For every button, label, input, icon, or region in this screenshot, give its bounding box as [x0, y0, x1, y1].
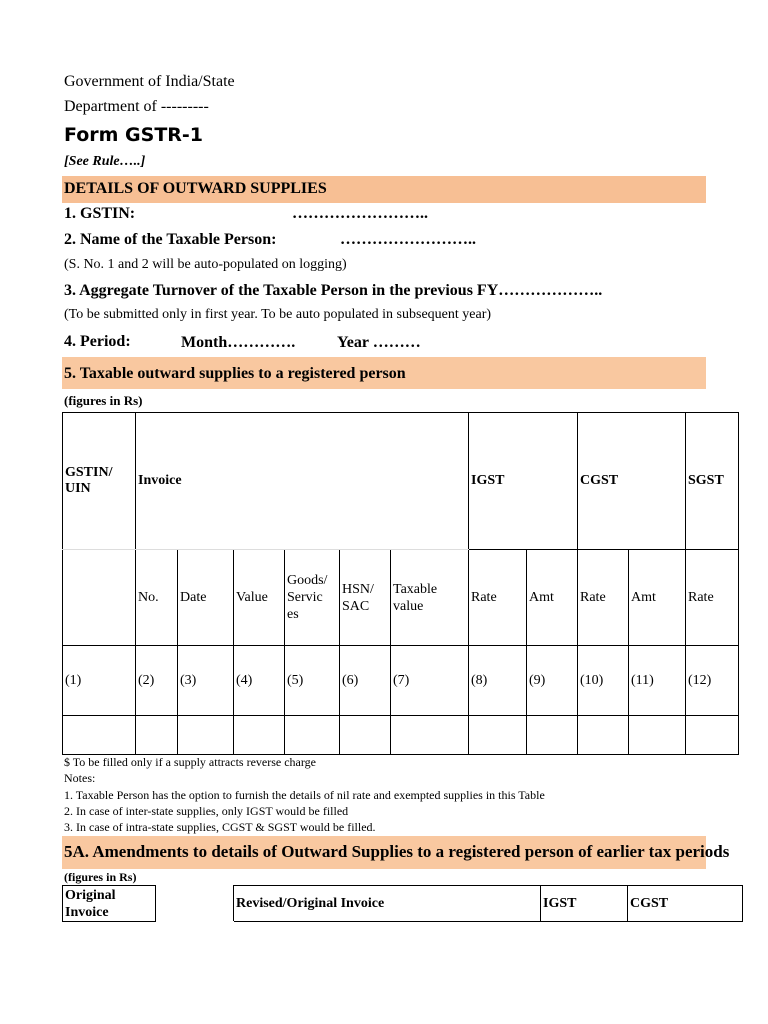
- gstin-label: 1. GSTIN:: [64, 205, 136, 222]
- subheader-sgst-rate: Rate: [686, 550, 739, 646]
- header-sgst: SGST: [686, 413, 739, 550]
- entry-cell[interactable]: [136, 716, 178, 755]
- header-invoice: Invoice: [136, 413, 469, 550]
- table5a-band: [62, 836, 730, 869]
- col-number: (1): [63, 646, 136, 716]
- entry-cell[interactable]: [178, 716, 234, 755]
- subheader-blank: [63, 550, 136, 646]
- reverse-charge-note: $ To be filled only if a supply attracts reverse charge: [64, 755, 316, 769]
- period-month[interactable]: Month………….: [181, 334, 296, 351]
- subheader-date: Date: [178, 550, 234, 646]
- subheader-no: No.: [136, 550, 178, 646]
- entry-cell[interactable]: [629, 716, 686, 755]
- entry-cell[interactable]: [340, 716, 391, 755]
- entry-cell[interactable]: [578, 716, 629, 755]
- entry-cell[interactable]: [285, 716, 340, 755]
- subheader-cgst-rate: Rate: [578, 550, 629, 646]
- header-5a-cgst: CGST: [628, 886, 743, 922]
- subheader-igst-rate: Rate: [469, 550, 527, 646]
- autopopulate-note: (S. No. 1 and 2 will be auto-populated on logging): [64, 257, 347, 272]
- period-label: 4. Period:: [64, 333, 131, 350]
- col-number: (11): [629, 646, 686, 716]
- table5-clip: [62, 412, 724, 757]
- subheader-igst-amt: Amt: [527, 550, 578, 646]
- col-number: (4): [234, 646, 285, 716]
- subheader-hsn-sac: HSN/ SAC: [340, 550, 391, 646]
- entry-cell[interactable]: [391, 716, 469, 755]
- col-number: (6): [340, 646, 391, 716]
- col-number: (2): [136, 646, 178, 716]
- col-number: (7): [391, 646, 469, 716]
- table5a-units: (figures in Rs): [64, 870, 137, 884]
- taxpayer-name-value[interactable]: ……………………..: [340, 231, 476, 248]
- subheader-taxable-value: Taxable value: [391, 550, 469, 646]
- aggregate-turnover-label: 3. Aggregate Turnover of the Taxable Person in the previous FY………………..: [64, 282, 603, 299]
- note-item: 2. In case of inter-state supplies, only IGST would be filled: [64, 804, 349, 818]
- col-number: (10): [578, 646, 629, 716]
- entry-cell[interactable]: [686, 716, 739, 755]
- col-number: (12): [686, 646, 739, 716]
- gstin-value[interactable]: ……………………..: [292, 205, 428, 222]
- col-number: (9): [527, 646, 578, 716]
- header-spacer: [156, 886, 234, 922]
- header-igst: IGST: [469, 413, 578, 550]
- turnover-note: (To be submitted only in first year. To be auto populated in subsequent year): [64, 307, 492, 322]
- amendments-header-row: [63, 886, 743, 922]
- table5a-clip: [62, 885, 706, 925]
- subheader-value: Value: [234, 550, 285, 646]
- department-line: Department of ---------: [64, 98, 209, 115]
- amendments-table: [62, 885, 743, 922]
- outward-supplies-table: [62, 412, 739, 755]
- header-5a-igst: IGST: [541, 886, 628, 922]
- subheader-cgst-amt: Amt: [629, 550, 686, 646]
- table5-title: 5. Taxable outward supplies to a registered person: [64, 365, 406, 382]
- section-title: DETAILS OF OUTWARD SUPPLIES: [64, 180, 327, 197]
- note-item: 1. Taxable Person has the option to furnish the details of nil rate and exempted supplies in this Table: [64, 788, 545, 802]
- col-number: (3): [178, 646, 234, 716]
- entry-cell[interactable]: [469, 716, 527, 755]
- header-cgst: CGST: [578, 413, 686, 550]
- government-line: Government of India/State: [64, 73, 235, 90]
- table-column-number-row: [63, 646, 739, 716]
- note-item: 3. In case of intra-state supplies, CGST & SGST would be filled.: [64, 820, 376, 834]
- header-gstin: GSTIN/ UIN: [63, 413, 136, 550]
- table-subheader-row: [63, 550, 739, 646]
- form-title: Form GSTR-1: [64, 124, 204, 146]
- entry-cell[interactable]: [63, 716, 136, 755]
- period-year[interactable]: Year ………: [337, 334, 421, 351]
- table5-units: (figures in Rs): [64, 393, 143, 408]
- rule-reference: [See Rule…..]: [64, 154, 146, 169]
- entry-cell[interactable]: [527, 716, 578, 755]
- header-original-invoice: Original Invoice: [63, 886, 156, 922]
- header-revised-invoice: Revised/Original Invoice: [234, 886, 541, 922]
- table-header-row: [63, 413, 739, 550]
- taxpayer-name-label: 2. Name of the Taxable Person:: [64, 231, 277, 248]
- table-entry-row: [63, 716, 739, 755]
- entry-cell[interactable]: [234, 716, 285, 755]
- notes-heading: Notes:: [64, 771, 96, 785]
- subheader-goods-services: Goods/ Servic es: [285, 550, 340, 646]
- col-number: (8): [469, 646, 527, 716]
- table5a-title: 5A. Amendments to details of Outward Supplies to a registered person of earlier tax periods: [64, 842, 730, 861]
- col-number: (5): [285, 646, 340, 716]
